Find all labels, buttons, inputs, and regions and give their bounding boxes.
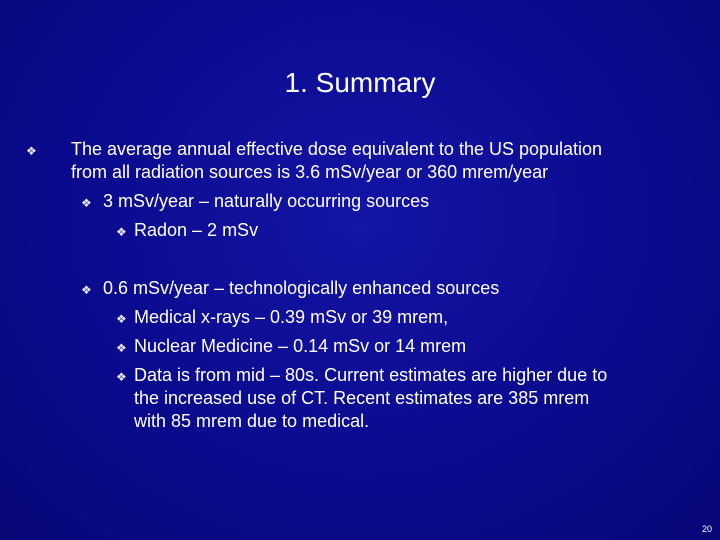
bullet-text-line: the increased use of CT. Recent estimates are 385 mrem	[134, 388, 590, 408]
bullet-icon: ❖	[26, 144, 37, 158]
page-number: 20	[701, 524, 712, 534]
bullet-icon: ❖	[81, 196, 92, 210]
bullet-text-line: Radon – 2 mSv	[134, 220, 259, 240]
bullet-text-line: 3 mSv/year – naturally occurring sources	[103, 191, 430, 211]
bullet-text-line: from all radiation sources is 3.6 mSv/year or 360 mrem/year	[71, 162, 549, 182]
bullet-text-line: 0.6 mSv/year – technologically enhanced sources	[103, 278, 500, 298]
slide-title: 1. Summary	[284, 67, 436, 98]
bullet-text-line: Nuclear Medicine – 0.14 mSv or 14 mrem	[134, 336, 467, 356]
bullet-icon: ❖	[116, 370, 127, 384]
bullet-text-line: The average annual effective dose equivalent to the US population	[71, 139, 603, 159]
bullet-icon: ❖	[116, 341, 127, 355]
bullet-icon: ❖	[81, 283, 92, 297]
bullet-text-line: Data is from mid – 80s. Current estimates are higher due to	[134, 365, 608, 385]
bullet-text-line: Medical x-rays – 0.39 mSv or 39 mrem,	[134, 307, 449, 327]
bullet-text-line: with 85 mrem due to medical.	[134, 411, 370, 431]
bullet-icon: ❖	[116, 225, 127, 239]
bullet-icon: ❖	[116, 312, 127, 326]
